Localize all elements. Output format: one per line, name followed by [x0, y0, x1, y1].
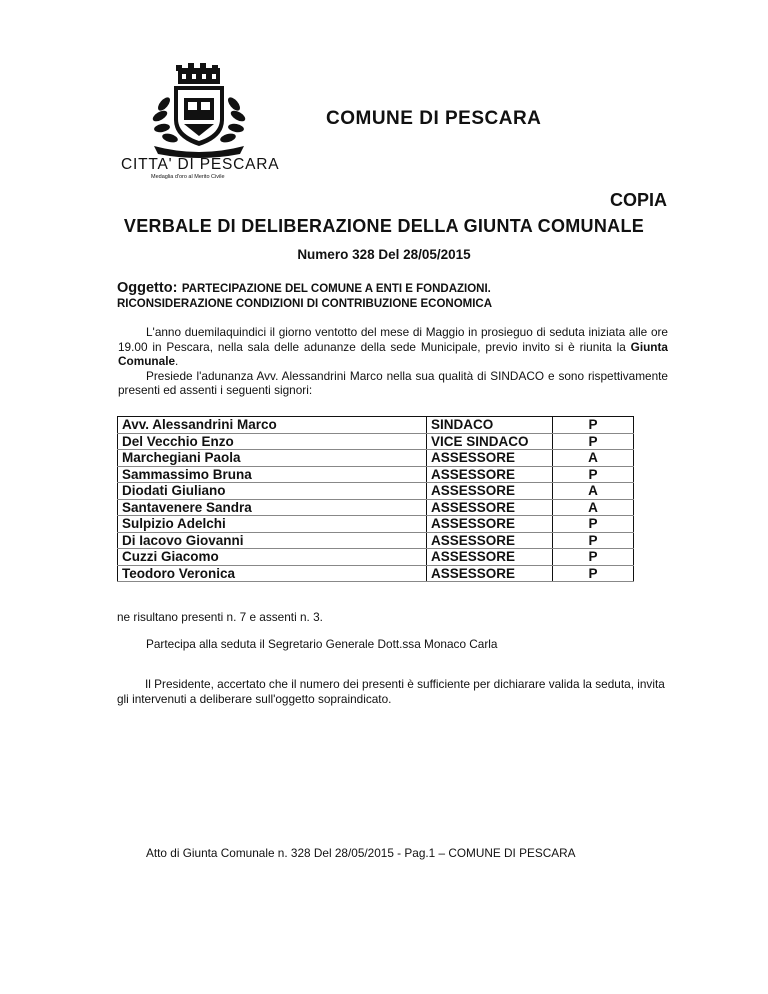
member-name: Sammassimo Bruna: [118, 466, 427, 483]
member-role: ASSESSORE: [427, 499, 553, 516]
oggetto-block: [117, 281, 677, 311]
member-presence: P: [553, 549, 634, 566]
member-presence: P: [553, 532, 634, 549]
oggetto-line1: PARTECIPAZIONE DEL COMUNE A ENTI E FONDAZIONI.: [181, 283, 491, 295]
presidente-text: Il Presidente, accertato che il numero dei presenti è sufficiente per dichiarare valida la seduta, invita gli intervenuti a deliberare sull'oggetto sopraindicato.: [117, 677, 665, 706]
pescara-coat-of-arms-icon: [140, 62, 258, 160]
attendance-summary: ne risultano presenti n. 7 e assenti n. 3.: [117, 610, 323, 624]
table-row: [118, 483, 634, 500]
member-name: Diodati Giuliano: [118, 483, 427, 500]
table-row: [118, 516, 634, 533]
intro-p1-bold: Giunta Comunale: [118, 339, 668, 368]
member-name: Di Iacovo Giovanni: [118, 532, 427, 549]
table-row: [118, 433, 634, 450]
citta-label: CITTA' DI PESCARA: [121, 156, 280, 173]
member-name: Teodoro Veronica: [118, 565, 427, 582]
numero-line: Numero 328 Del 28/05/2015: [297, 247, 471, 262]
member-name: Cuzzi Giacomo: [118, 549, 427, 566]
member-name: Santavenere Sandra: [118, 499, 427, 516]
member-name: Del Vecchio Enzo: [118, 433, 427, 450]
member-presence: P: [553, 565, 634, 582]
segretario-line: Partecipa alla seduta il Segretario Generale Dott.ssa Monaco Carla: [146, 637, 498, 651]
member-presence: P: [553, 433, 634, 450]
intro-paragraph-1: [118, 325, 668, 369]
member-role: ASSESSORE: [427, 565, 553, 582]
member-presence: P: [553, 516, 634, 533]
page-footer: Atto di Giunta Comunale n. 328 Del 28/05/2015 - Pag.1 – COMUNE DI PESCARA: [146, 846, 576, 860]
table-row: [118, 549, 634, 566]
table-row: [118, 499, 634, 516]
member-role: SINDACO: [427, 417, 553, 434]
intro-p1-end: .: [175, 354, 179, 368]
table-row: [118, 565, 634, 582]
table-row: [118, 466, 634, 483]
member-role: ASSESSORE: [427, 466, 553, 483]
intro-p1-text: L'anno duemilaquindici il giorno ventotto del mese di Maggio in prosieguo di seduta iniziata alle ore 19.00 in Pescara, nella sala delle adunanze della sede Municipale, previo invito si è riunita la: [118, 325, 668, 354]
copia-label: COPIA: [609, 190, 667, 210]
table-row: [118, 532, 634, 549]
member-role: VICE SINDACO: [427, 433, 553, 450]
table-row: [118, 417, 634, 434]
table-row: [118, 450, 634, 467]
member-presence: P: [553, 417, 634, 434]
oggetto-label: Oggetto:: [117, 280, 178, 296]
members-table: [117, 416, 634, 582]
intro-paragraph-2: Presiede l'adunanza Avv. Alessandrini Marco nella sua qualità di SINDACO e sono rispettivamente presenti ed assenti i seguenti signori:: [118, 368, 668, 397]
member-presence: A: [553, 499, 634, 516]
member-role: ASSESSORE: [427, 450, 553, 467]
medaglia-label: Medaglia d'oro al Merito Civile: [151, 174, 225, 180]
member-presence: P: [553, 466, 634, 483]
member-name: Marchegiani Paola: [118, 450, 427, 467]
document-title: VERBALE DI DELIBERAZIONE DELLA GIUNTA COMUNALE: [123, 216, 645, 236]
comune-title: COMUNE DI PESCARA: [326, 108, 542, 129]
member-role: ASSESSORE: [427, 483, 553, 500]
member-role: ASSESSORE: [427, 549, 553, 566]
member-presence: A: [553, 450, 634, 467]
member-presence: A: [553, 483, 634, 500]
intro-block: [118, 325, 668, 398]
member-role: ASSESSORE: [427, 532, 553, 549]
member-name: Avv. Alessandrini Marco: [118, 417, 427, 434]
member-role: ASSESSORE: [427, 516, 553, 533]
oggetto-line2: RICONSIDERAZIONE CONDIZIONI DI CONTRIBUZIONE ECONOMICA: [117, 298, 493, 310]
presidente-paragraph: [117, 677, 667, 706]
member-name: Sulpizio Adelchi: [118, 516, 427, 533]
